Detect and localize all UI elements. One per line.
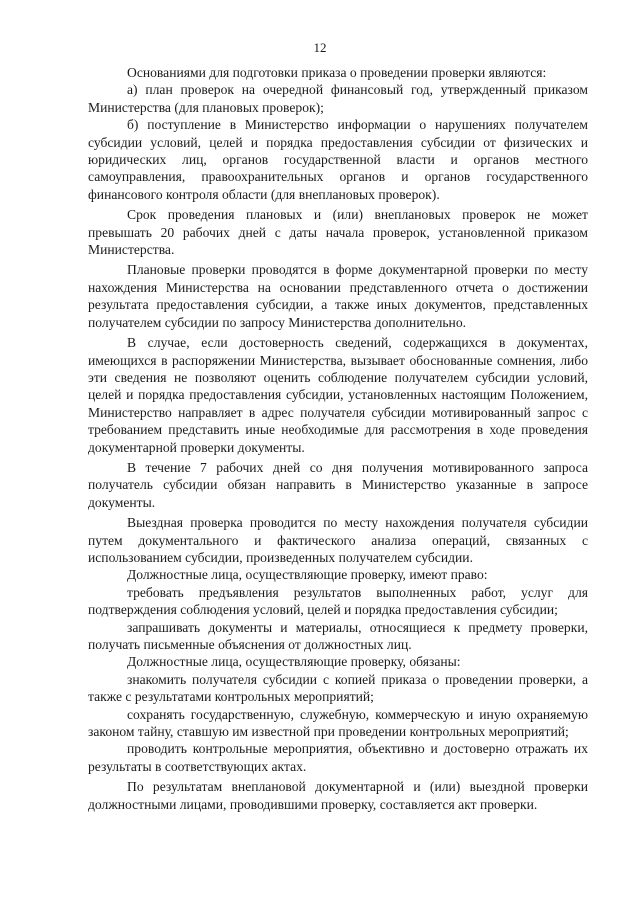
paragraph-field-inspection: Выездная проверка проводится по месту нахождения получателя субсидии путем документального и фактического анализа операций, связанных с использованием субсидии, произведенных получателем субсидии.	[88, 515, 588, 565]
paragraph-inspection-term: Срок проведения плановых и (или) внеплановых проверок не может превышать 20 рабочих дней с даты начала проверок, установленной приказом Министерства.	[88, 207, 588, 258]
paragraph-grounds-b: б) поступление в Министерство информации о нарушениях получателем субсидии условий, целей и порядка предоставления субсидии от физических и юридических лиц, органов государственной власти и органов местного самоуправления, правоохранительных органов и органов государственного финансового контроля области (для внеплановых проверок).	[88, 117, 588, 202]
paragraph-rights-intro: Должностные лица, осуществляющие проверку, имеют право:	[127, 567, 488, 583]
paragraph-right-demand-results: требовать предъявления результатов выполненных работ, услуг для подтверждения соблюдения условий, целей и порядка предоставления субсидии;	[88, 584, 588, 618]
paragraph-reliability-request: В случае, если достоверность сведений, содержащихся в документах, имеющихся в распоряжении Министерства, вызывает обоснованные сомнения, либо эти сведения не позволяют оценить соблюдение получателем субсидии условий, целей и порядка предоставления субсидии, установленных настоящим Положением, Министерство направляет в адрес получателя субсидии мотивированный запрос с требованием представить иные необходимые для рассмотрения в ходе проведения документарной проверки документы.	[88, 335, 588, 455]
paragraph-response-deadline: В течение 7 рабочих дней со дня получения мотивированного запроса получатель субсидии обязан направить в Министерство указанные в запросе документы.	[88, 459, 588, 510]
paragraph-right-request-documents: запрашивать документы и материалы, относящиеся к предмету проверки, получать письменные объяснения от должностных лиц.	[88, 619, 588, 652]
paragraph-inspection-act: По результатам внеплановой документарной и (или) выездной проверки должностными лицами, проводившими проверку, составляется акт проверки.	[88, 779, 588, 812]
document-body	[88, 64, 588, 813]
page-number: 12	[313, 40, 327, 55]
paragraph-duty-inform: знакомить получателя субсидии с копией приказа о проведении проверки, а также с результатами контрольных мероприятий;	[88, 671, 588, 705]
paragraph-duties-intro: Должностные лица, осуществляющие проверку, обязаны:	[127, 654, 461, 670]
paragraph-duty-confidentiality: сохранять государственную, служебную, коммерческую и иную охраняемую законом тайну, ставшую им известной при проведении контрольных мероприятий;	[88, 706, 588, 740]
paragraph-duty-objectivity: проводить контрольные мероприятия, объективно и достоверно отражать их результаты в соответствующих актах.	[88, 741, 588, 774]
paragraph-planned-inspections: Плановые проверки проводятся в форме документарной проверки по месту нахождения Министерства на основании представленного отчета о достижении результата предоставления субсидии, а также иных документов, представленных получателем субсидии по запросу Министерства дополнительно.	[88, 262, 588, 330]
paragraph-grounds-intro: Основаниями для подготовки приказа о проведении проверки являются:	[127, 65, 547, 80]
paragraph-grounds-a: а) план проверок на очередной финансовый год, утвержденный приказом Министерства (для плановых проверок);	[88, 82, 588, 115]
